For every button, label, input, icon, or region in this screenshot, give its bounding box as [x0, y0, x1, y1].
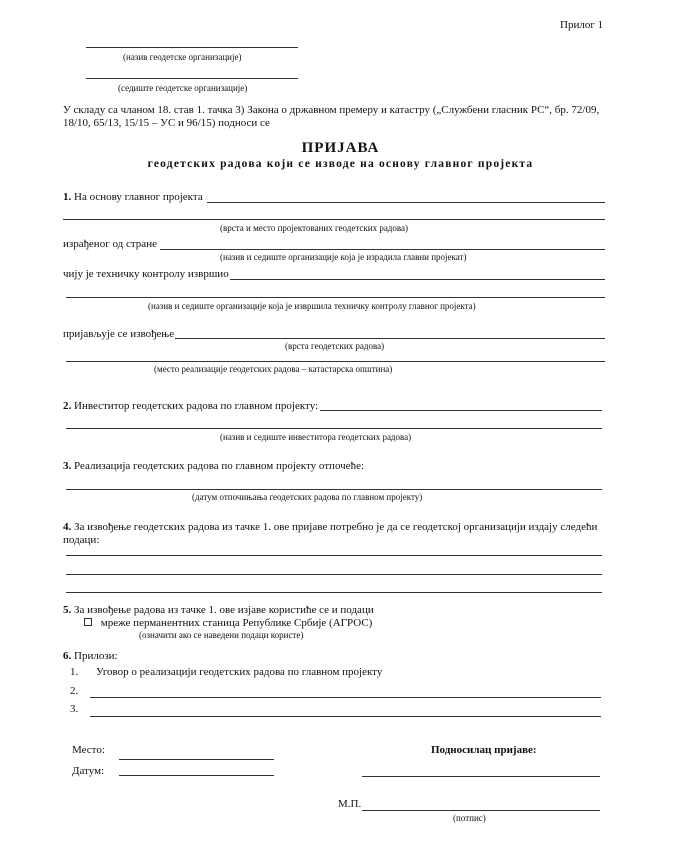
- section-6-label: Прилози:: [74, 650, 118, 662]
- attachment-3-number: 3.: [70, 703, 79, 715]
- agros-option-label: мреже перманентних станица Републике Србије (АГРОС): [100, 617, 373, 629]
- signature-caption: (потпис): [453, 813, 486, 823]
- project-field-line[interactable]: [207, 202, 605, 203]
- section-4-line-2: подаци:: [63, 534, 100, 546]
- reported-caption: (врста геодетских радова): [285, 341, 385, 351]
- place-label: Место:: [72, 744, 105, 756]
- data-line-2[interactable]: [66, 574, 602, 575]
- page-subtitle: геодетских радова који се изводе на основу главног пројекта: [147, 158, 534, 170]
- intro-line-1: У складу са чланом 18. став 1. тачка 3) Закона о државном премеру и катастру („Службени гласник РС“, бр. 72/09,: [63, 104, 600, 116]
- attachment-2-number: 2.: [70, 685, 79, 697]
- start-date-line[interactable]: [66, 489, 602, 490]
- made-by-line[interactable]: [160, 249, 605, 250]
- place-field-line[interactable]: [119, 759, 274, 760]
- section-1-label: На основу главног пројекта: [74, 191, 203, 203]
- section-6-number: 6.: [63, 650, 72, 662]
- date-label: Датум:: [72, 765, 105, 777]
- section-1-row: [63, 191, 203, 204]
- date-field-line[interactable]: [119, 775, 274, 776]
- section-2-number: 2.: [63, 400, 72, 412]
- section-4-line-1: За извођење геодетских радова из тачке 1. ове пријаве потребно је да се геодетској организацији издају следећи: [74, 521, 598, 533]
- attachment-2-line[interactable]: [90, 697, 601, 698]
- investor-line-1[interactable]: [320, 410, 602, 411]
- made-by-label: израђеног од стране: [63, 238, 157, 250]
- place-caption: (место реализације геодетских радова – катастарска општина): [154, 364, 393, 374]
- section-3-row: [63, 460, 364, 473]
- section-2-row: [63, 400, 318, 413]
- intro-line-2: 18/10, 65/13, 15/15 – УС и 96/15) подноси се: [63, 117, 270, 129]
- control-label: чију је техничку контролу извршио: [63, 268, 229, 280]
- made-by-caption: (назив и седиште организације која је израдила главни пројекат): [220, 252, 467, 262]
- page-title: ПРИЈАВА: [301, 140, 380, 156]
- section-3-label: Реализација геодетских радова по главном пројекту отпочеће:: [74, 460, 365, 472]
- data-line-3[interactable]: [66, 592, 602, 593]
- section-3-number: 3.: [63, 460, 72, 472]
- control-line-2[interactable]: [66, 297, 605, 298]
- project-works-caption: (врста и место пројектованих геодетских радова): [220, 223, 409, 233]
- org-name-caption: (назив геодетске организације): [123, 52, 242, 62]
- org-name-line[interactable]: [86, 47, 298, 48]
- signature-line[interactable]: [362, 810, 600, 811]
- attachment-label: Прилог 1: [560, 19, 604, 31]
- agros-option-caption: (означити ако се наведени подаци користе): [139, 630, 304, 640]
- org-seat-line[interactable]: [86, 78, 298, 79]
- control-line-1[interactable]: [230, 279, 605, 280]
- applicant-name-line[interactable]: [362, 776, 600, 777]
- attachment-1-number: 1.: [70, 666, 79, 678]
- section-5-label: За извођење радова из тачке 1. ове изјаве користиће се и подаци: [74, 604, 374, 616]
- agros-checkbox[interactable]: [84, 618, 92, 626]
- section-4-row: [63, 521, 597, 534]
- section-6-row: [63, 650, 118, 663]
- reported-line[interactable]: [175, 338, 605, 339]
- section-1-number: 1.: [63, 191, 72, 203]
- reported-label: пријављује се извођење: [63, 328, 175, 340]
- start-date-caption: (датум отпочињања геодетских радова по главном пројекту): [192, 492, 423, 502]
- stamp-label: М.П.: [338, 798, 362, 810]
- investor-caption: (назив и седиште инвеститора геодетских радова): [220, 432, 412, 442]
- project-works-line[interactable]: [63, 219, 605, 220]
- attachment-3-line[interactable]: [90, 716, 601, 717]
- control-caption: (назив и седиште организације која је извршила техничку контролу главног пројекта): [148, 301, 476, 311]
- attachment-1-text: Уговор о реализацији геодетских радова по главном пројекту: [96, 666, 383, 678]
- applicant-label: Подносилац пријаве:: [431, 744, 537, 756]
- section-5-row: [63, 604, 374, 617]
- investor-line-2[interactable]: [66, 428, 602, 429]
- place-line[interactable]: [66, 361, 605, 362]
- data-line-1[interactable]: [66, 555, 602, 556]
- agros-option-row: [84, 617, 372, 630]
- org-seat-caption: (седиште геодетске организације): [118, 83, 248, 93]
- section-4-number: 4.: [63, 521, 72, 533]
- section-5-number: 5.: [63, 604, 72, 616]
- section-2-label: Инвеститор геодетских радова по главном пројекту:: [74, 400, 319, 412]
